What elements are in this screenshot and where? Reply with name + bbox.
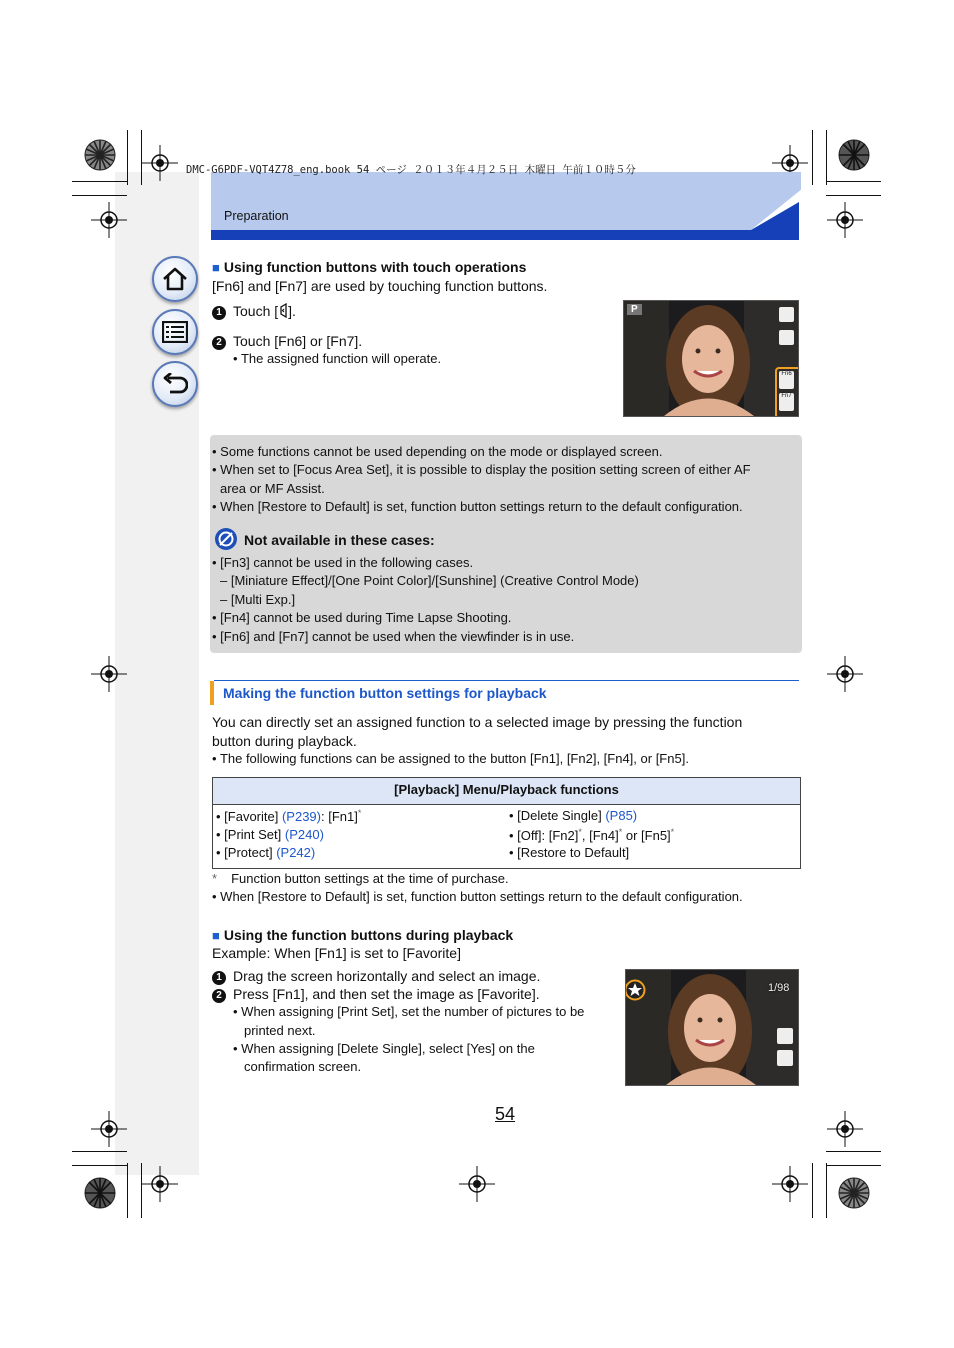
- book-file-line: DMC-G6PDF-VQT4Z78_eng.book 54 ページ ２０１３年４月２５日 木曜日 午前１０時５分: [186, 164, 636, 176]
- portrait-photo: [624, 301, 798, 416]
- favorite-star-icon: [625, 979, 646, 1001]
- touch-intro: [Fn6] and [Fn7] are used by touching function buttons.: [212, 278, 548, 294]
- crop-mark: [826, 1151, 881, 1152]
- playback-zoom-icon[interactable]: [777, 1028, 793, 1044]
- crop-mark: [72, 1165, 127, 1166]
- registration-mark: [142, 145, 178, 181]
- section-label: Preparation: [224, 209, 289, 223]
- na-item: • [Fn6] and [Fn7] cannot be used when the viewfinder is in use.: [212, 629, 575, 644]
- touch-section-title: ■ Using function buttons with touch operations: [212, 259, 527, 275]
- square-bullet-icon: ■: [212, 260, 220, 275]
- crop-mark: [826, 195, 881, 196]
- touch-af-icon[interactable]: [779, 307, 794, 322]
- step-2-icon: 2: [212, 989, 226, 1003]
- tab-icon: [278, 303, 288, 318]
- note-item: • When [Restore to Default] is set, function button settings return to the default configuration.: [212, 499, 743, 514]
- page-link[interactable]: (P239): [281, 809, 321, 824]
- color-target-icon: [838, 1177, 870, 1209]
- table-header: [Playback] Menu/Playback functions: [213, 778, 800, 805]
- fn6-button[interactable]: Fn6: [779, 371, 794, 389]
- playback-section-title: Making the function button settings for playback: [223, 685, 547, 701]
- page-link[interactable]: (P242): [276, 845, 316, 860]
- back-button[interactable]: [152, 361, 198, 407]
- registration-mark: [91, 656, 127, 692]
- na-subitem: – [Miniature Effect]/[One Point Color]/[Sunshine] (Creative Control Mode): [220, 573, 639, 588]
- fn7-button[interactable]: Fn7: [779, 393, 794, 411]
- contents-icon: [162, 321, 188, 343]
- crop-mark: [812, 1163, 813, 1218]
- table-cell: • [Protect] (P242): [216, 845, 316, 860]
- crop-mark: [826, 1163, 827, 1218]
- note-item-cont: area or MF Assist.: [220, 481, 325, 496]
- page-link[interactable]: (P240): [284, 827, 324, 842]
- crop-mark: [826, 181, 881, 182]
- note-item: • When set to [Focus Area Set], it is possible to display the position setting screen of either AF: [212, 462, 751, 477]
- step-1-icon: 1: [212, 306, 226, 320]
- delete-icon[interactable]: [777, 1050, 793, 1066]
- registration-mark: [142, 1166, 178, 1202]
- image-counter: 1/98: [768, 982, 790, 994]
- playback-sub-1: • When assigning [Print Set], set the number of pictures to be: [233, 1004, 585, 1019]
- playback-step-2: 2 Press [Fn1], and then set the image as [Favorite].: [212, 985, 540, 1004]
- crop-mark: [127, 130, 128, 185]
- registration-mark: [827, 1111, 863, 1147]
- crop-mark: [72, 181, 127, 182]
- crop-mark: [72, 195, 127, 196]
- playback-intro-2: button during playback.: [212, 733, 357, 749]
- touch-step-2-note: • The assigned function will operate.: [233, 351, 442, 366]
- page-link[interactable]: (P85): [605, 808, 638, 823]
- table-cell: • [Favorite] (P239): [Fn1]*: [216, 808, 362, 824]
- color-target-icon: [838, 139, 870, 171]
- registration-mark: [91, 1111, 127, 1147]
- camera-screen-photo: [623, 300, 799, 417]
- registration-mark: [827, 202, 863, 238]
- back-icon: [162, 373, 188, 395]
- step-1-icon: 1: [212, 971, 226, 985]
- square-bullet-icon: ■: [212, 928, 220, 943]
- functions-table: [212, 777, 801, 869]
- color-target-icon: [84, 1177, 116, 1209]
- playback-sub-1-cont: printed next.: [244, 1023, 316, 1038]
- contents-button[interactable]: [152, 309, 198, 355]
- registration-mark: [827, 656, 863, 692]
- touch-shutter-icon[interactable]: [779, 330, 794, 345]
- crop-mark: [826, 130, 827, 185]
- table-cell: • [Off]: [Fn2]*, [Fn4]* or [Fn5]*: [509, 827, 675, 843]
- registration-mark: [91, 202, 127, 238]
- touch-step-2: 2 Touch [Fn6] or [Fn7].: [212, 332, 362, 351]
- restore-note: • When [Restore to Default] is set, function button settings return to the default configuration.: [212, 889, 743, 904]
- crop-mark: [72, 1151, 127, 1152]
- playback-step-1: 1 Drag the screen horizontally and select an image.: [212, 967, 540, 986]
- touch-step-1: 1 Touch [ ].: [212, 302, 296, 321]
- playback-sub-2: • When assigning [Delete Single], select [Yes] on the: [233, 1041, 535, 1056]
- footnote: * Function button settings at the time of purchase.: [212, 871, 509, 886]
- section-accent-bar: [210, 681, 214, 705]
- table-cell: • [Delete Single] (P85): [509, 808, 638, 823]
- page-number: 54: [495, 1104, 516, 1124]
- not-available-icon: [214, 527, 238, 551]
- not-available-title: Not available in these cases:: [244, 532, 435, 548]
- home-button[interactable]: [152, 256, 198, 302]
- header-band: [211, 172, 801, 240]
- step-2-icon: 2: [212, 336, 226, 350]
- registration-mark: [459, 1166, 495, 1202]
- section-rule: [214, 680, 799, 681]
- na-item: • [Fn4] cannot be used during Time Lapse Shooting.: [212, 610, 512, 625]
- playback-sub-2-cont: confirmation screen.: [244, 1059, 362, 1074]
- table-cell: • [Restore to Default]: [509, 845, 630, 860]
- na-item: • [Fn3] cannot be used in the following cases.: [212, 555, 474, 570]
- note-item: • Some functions cannot be used depending on the mode or displayed screen.: [212, 444, 663, 459]
- crop-mark: [812, 130, 813, 185]
- crop-mark: [826, 1165, 881, 1166]
- mode-badge: P: [627, 304, 642, 315]
- color-target-icon: [84, 139, 116, 171]
- crop-mark: [127, 1163, 128, 1218]
- table-cell: • [Print Set] (P240): [216, 827, 324, 842]
- registration-mark: [772, 1166, 808, 1202]
- na-subitem: – [Multi Exp.]: [220, 592, 296, 607]
- during-playback-example: Example: When [Fn1] is set to [Favorite]: [212, 945, 461, 961]
- playback-intro-1: You can directly set an assigned function to a selected image by pressing the function: [212, 714, 743, 730]
- playback-screen-photo: [625, 969, 799, 1086]
- during-playback-title: ■ Using the function buttons during playback: [212, 927, 514, 943]
- home-icon: [162, 267, 188, 291]
- playback-bullet: • The following functions can be assigned to the button [Fn1], [Fn2], [Fn4], or [Fn5].: [212, 751, 689, 766]
